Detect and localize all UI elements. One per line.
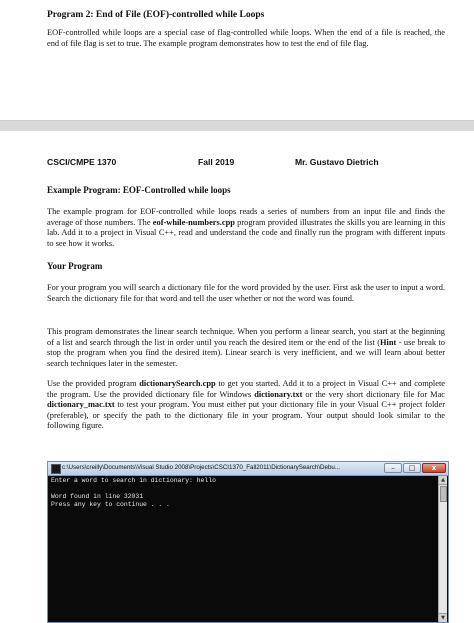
- example-program-paragraph: The example program for EOF-controlled while loops reads a series of numbers from an input file and finds the average of those numbers. The eof-while-numbers.cpp program provided illustrates the skills you are learning in this lab. Add it to a project in Visual C++, read and understand the code and finally run the program with different inputs to see how it works.: [47, 207, 445, 248]
- example-program-title: Example Program: EOF-Controlled while loops: [47, 185, 231, 195]
- console-app-icon: [51, 464, 61, 474]
- program2-heading: Program 2: End of File (EOF)-controlled while Loops: [47, 10, 265, 20]
- course-term: Fall 2019: [198, 157, 235, 167]
- maximize-button[interactable]: □: [403, 463, 421, 473]
- course-code: CSCI/CMPE 1370: [47, 157, 117, 167]
- minimize-button[interactable]: –: [384, 463, 402, 473]
- eof-intro-paragraph: EOF-controlled while loops are a special case of flag-controlled while loops. When the end of a file is reached, the end of file flag is set to true. The example program demonstrates how to test the end of file flag.: [47, 28, 445, 48]
- your-program-paragraph-1: For your program you will search a dictionary file for the word provided by the user. First ask the user to input a word. Search the dictionary file for that word and tell the user whether or not the word was found.: [47, 283, 445, 303]
- scroll-down-arrow-icon[interactable]: ▼: [439, 613, 447, 622]
- scroll-up-arrow-icon[interactable]: ▲: [439, 476, 447, 485]
- dictionary-txt-filename: dictionary.txt: [254, 389, 303, 399]
- console-line: [51, 485, 435, 493]
- close-button[interactable]: x: [422, 463, 446, 473]
- course-instructor: Mr. Gustavo Dietrich: [295, 157, 379, 167]
- your-program-paragraph-2: This program demonstrates the linear search technique. When you perform a linear search, you start at the beginning of a list and search through the list in order until you reach the desired item or the end of the list (Hint - use break to stop the program when you find the desired item). Linear search is very inefficient, and we will learn about better search techniques later in the semester.: [47, 327, 445, 368]
- console-scrollbar[interactable]: [438, 476, 447, 622]
- console-title: c:\Users\creilly\Documents\Visual Studio 2008\Projects\CSCI1370_Fall2011\DictionarySearch\Debu...: [62, 464, 340, 471]
- eof-while-numbers-filename: eof-while-numbers.cpp: [152, 217, 235, 227]
- scroll-thumb[interactable]: [440, 486, 447, 502]
- dictionary-search-filename: dictionarySearch.cpp: [139, 379, 216, 388]
- console-line: Enter a word to search in dictionary: hello: [51, 477, 216, 484]
- your-program-paragraph-3: Use the provided program dictionarySearch.cpp to get you started. Add it to a project in Visual C++ and complete the program. Use the provided dictionary file for Windows dictionary.txt or the very short dictionary file for Mac dictionary_mac.txt to test your program. You must either put your dictionary file in your Visual C++ project folder (preferable), or specify the path to the dictionary file in your program. Your output should look similar to the following figure.: [47, 379, 445, 431]
- console-titlebar[interactable]: [48, 462, 448, 476]
- hint-label: Hint: [379, 337, 397, 347]
- document-page-top: [0, 0, 474, 120]
- console-line: Press any key to continue . . .: [51, 501, 170, 508]
- console-window: [47, 461, 449, 623]
- dictionary-mac-filename: dictionary_mac.txt: [47, 400, 115, 410]
- document-page-bottom: [0, 131, 474, 620]
- console-output: [51, 477, 435, 621]
- course-header: [47, 157, 447, 169]
- console-line: Word found in line 32031: [51, 493, 144, 500]
- your-program-title: Your Program: [47, 261, 103, 271]
